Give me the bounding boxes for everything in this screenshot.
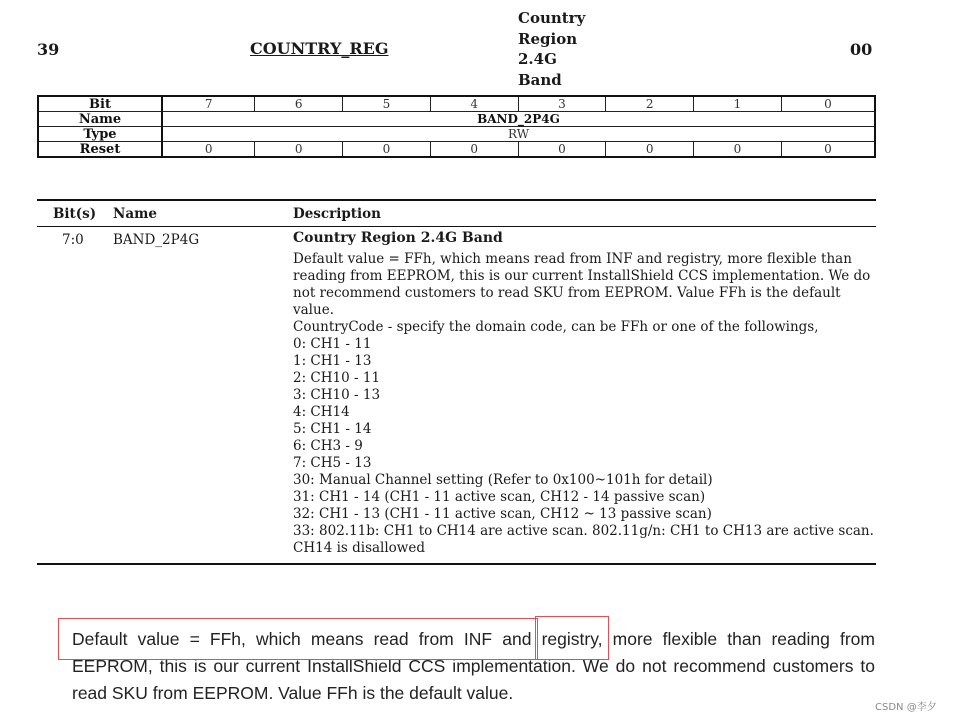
row-label-bit: Bit (38, 96, 162, 112)
watermark: CSDN @李夕 (875, 702, 937, 713)
header-name: Name (113, 206, 157, 222)
field-bits: 7:0 (62, 232, 84, 248)
register-description-line: Country (518, 9, 586, 27)
reset-cell: 0 (255, 142, 343, 158)
field-name-cell: BAND_2P4G (162, 112, 875, 127)
country-code-item: 0: CH1 - 11 (293, 336, 372, 352)
register-description-line: Region (518, 29, 578, 48)
country-code-item: CH14 is disallowed (293, 540, 425, 556)
row-label-reset: Reset (38, 142, 162, 158)
reset-cell: 0 (430, 142, 518, 158)
register-description-line: Band (518, 70, 562, 89)
bit-cell: 0 (781, 96, 875, 112)
bit-cell: 2 (606, 96, 694, 112)
name-row (38, 112, 875, 127)
register-description-line: 2.4G (518, 50, 557, 68)
description-line: Default value = FFh, which means read from INF and registry, more flexible than (293, 251, 852, 267)
field-description (293, 230, 873, 557)
bit-cell: 4 (430, 96, 518, 112)
reset-cell: 0 (518, 142, 606, 158)
country-code-item: 6: CH3 - 9 (293, 438, 363, 454)
register-description (518, 8, 618, 90)
table-bottom-rule (37, 563, 876, 565)
header-bits: Bit(s) (53, 206, 97, 222)
country-code-item: 30: Manual Channel setting (Refer to 0x100~101h for detail) (293, 472, 713, 488)
country-code-item: 31: CH1 - 14 (CH1 - 11 active scan, CH12 - 14 passive scan) (293, 489, 706, 505)
reset-cell: 0 (343, 142, 431, 158)
table-top-rule (37, 199, 876, 201)
bit-cell: 1 (694, 96, 782, 112)
header-rule (37, 226, 876, 227)
country-code-item: 7: CH5 - 13 (293, 455, 372, 471)
description-line: reading from EEPROM, this is our current InstallShield CCS implementation. We do (293, 268, 871, 284)
reset-cell: 0 (162, 142, 255, 158)
country-code-item: 1: CH1 - 13 (293, 353, 372, 369)
description-line: value. (293, 302, 334, 318)
bit-cell: 5 (343, 96, 431, 112)
bit-cell: 7 (162, 96, 255, 112)
country-code-item: 2: CH10 - 11 (293, 370, 381, 386)
row-label-type: Type (38, 127, 162, 142)
description-line: CountryCode - specify the domain code, can be FFh or one of the followings, (293, 319, 819, 335)
country-code-item: 32: CH1 - 13 (CH1 - 11 active scan, CH12 ~ 13 passive scan) (293, 506, 712, 522)
country-code-item: 5: CH1 - 14 (293, 421, 372, 437)
country-code-item: 33: 802.11b: CH1 to CH14 are active scan. 802.11g/n: CH1 to CH13 are active scan. (293, 523, 874, 539)
country-code-item: 4: CH14 (293, 404, 350, 420)
field-name: BAND_2P4G (113, 232, 200, 248)
description-line: not recommend customers to read SKU from EEPROM. Value FFh is the default (293, 285, 841, 301)
highlight-box-registry (535, 616, 609, 660)
register-name: COUNTRY_REG (250, 39, 389, 58)
field-type-cell: RW (162, 127, 875, 142)
excerpt-paragraph: Default value = FFh, which means read from INF and registry, more flexible than reading from EEPROM, this is our current InstallShield CCS implementation. We do not recommend customers to read SKU from EEPROM. Value FFh is the default value. (72, 629, 875, 703)
register-index: 39 (37, 40, 60, 59)
reset-cell: 0 (781, 142, 875, 158)
row-label-name: Name (38, 112, 162, 127)
bit-cell: 6 (255, 96, 343, 112)
bit-cell: 3 (518, 96, 606, 112)
register-offset: 00 (850, 40, 873, 59)
reset-cell: 0 (606, 142, 694, 158)
country-code-item: 3: CH10 - 13 (293, 387, 381, 403)
reset-cell: 0 (694, 142, 782, 158)
field-description-title: Country Region 2.4G Band (293, 230, 503, 246)
bit-row (38, 96, 875, 112)
highlight-box-default-value (58, 618, 538, 660)
register-bit-table (37, 95, 876, 158)
header-description: Description (293, 206, 381, 222)
reset-row (38, 142, 875, 158)
type-row (38, 127, 875, 142)
